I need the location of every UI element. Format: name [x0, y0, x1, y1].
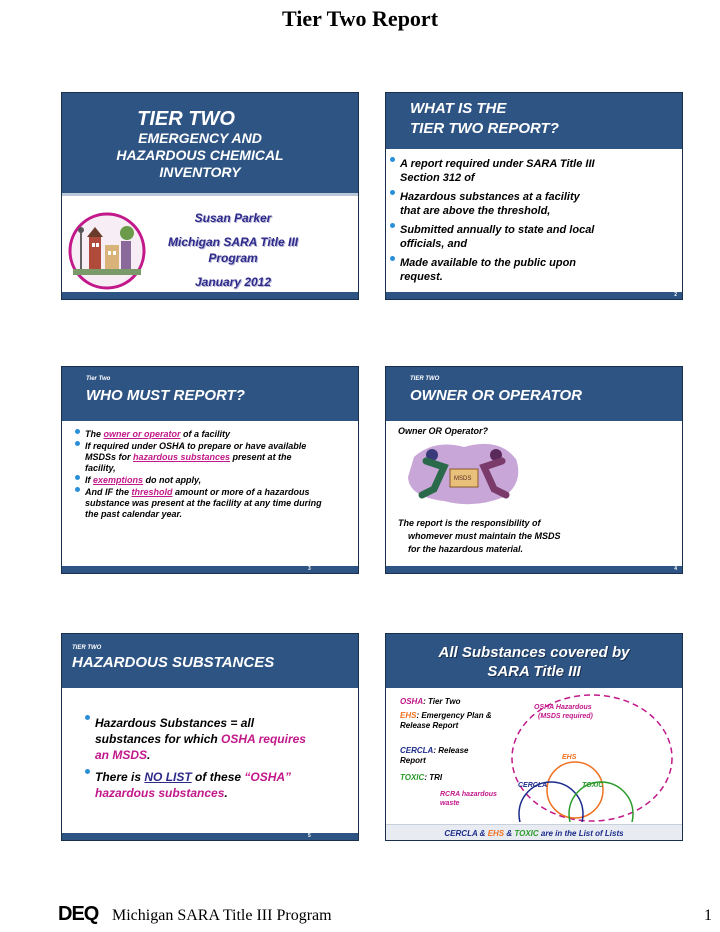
slide-1-author: Susan Parker	[194, 211, 272, 225]
slide-1-subtitle-2: HAZARDOUS CHEMICAL	[116, 147, 284, 163]
slide-2-bullet-4: Made available to the public upon request.	[389, 256, 679, 284]
slide-6-title-1: All Substances covered by	[438, 644, 630, 661]
slide-6	[385, 633, 683, 841]
slide-3	[61, 366, 359, 574]
slide-5-bullet-1: Hazardous Substances = all substances for which OSHA requires an MSDS.	[84, 715, 314, 763]
slide-2	[385, 92, 683, 300]
page-number: 1	[704, 907, 712, 924]
slide-1-subtitle-3: INVENTORY	[159, 164, 241, 180]
deq-logo: DEQ	[58, 903, 99, 925]
slide-5-number: 5	[308, 833, 311, 839]
footer-program-name: Michigan SARA Title III Program	[112, 907, 332, 924]
slide-4-para-2: whomever must maintain the MSDS	[408, 531, 561, 541]
slide-2-bullet-3: Submitted annually to state and local officials, and	[389, 223, 679, 251]
slide-3-bullet-4: And IF the threshold amount or more of a hazardous substance was present at the facility at any time during the past calendar year.	[74, 487, 324, 520]
ehs-circle	[547, 762, 603, 818]
venn-toxic-label: TOXIC	[582, 782, 604, 789]
slide-2-bottom-bar	[386, 292, 682, 299]
slide-5-bottom-bar	[62, 833, 358, 840]
slide-3-bullet-1: The owner or operator of a facility	[74, 429, 324, 440]
slide-4-title: OWNER OR OPERATOR	[410, 387, 582, 404]
slide-1-program-2: Program	[208, 251, 258, 265]
slide-6-list-of-lists: CERCLA & EHS & TOXIC are in the List of Lists	[444, 829, 624, 838]
no-list-label: NO LIST	[144, 770, 192, 784]
page-title: Tier Two Report	[281, 6, 439, 31]
slide-3-bullet-list	[74, 429, 324, 520]
hazardous-substances-link[interactable]: hazardous substances	[133, 452, 231, 462]
slide-4-para-3: for the hazardous material.	[408, 544, 524, 554]
slide-5-bullet-list	[84, 715, 314, 801]
slide-3-tag: Tier Two	[86, 376, 111, 382]
slide-1-subtitle-1: EMERGENCY AND	[138, 130, 262, 146]
slide-6-toxic-line: TOXIC: TRI	[400, 773, 443, 782]
slide-1	[61, 92, 359, 300]
slide-1-title: TIER TWO	[137, 108, 235, 130]
slide-4-para-1: The report is the responsibility of	[398, 518, 541, 528]
slide-6-ehs-line: EHS: Emergency Plan & Release Report	[400, 711, 492, 730]
slide-6-cercla-line: CERCLA: Release Report	[400, 746, 469, 765]
slide-4-bottom-bar	[386, 566, 682, 573]
slide-1-bottom-bar	[62, 292, 358, 299]
rcra-label-1: RCRA hazardous	[440, 791, 497, 798]
venn-cercla-label: CERCLA	[518, 782, 548, 789]
slide-1-date: January 2012	[194, 275, 272, 289]
slide-4-number: 4	[674, 566, 677, 572]
slide-4-tag: TIER TWO	[410, 376, 440, 382]
slide-5-title: HAZARDOUS SUBSTANCES	[72, 654, 275, 671]
rcra-label-2: waste	[440, 800, 460, 807]
tug-of-war-illustration-icon	[404, 437, 524, 507]
slide-3-number: 3	[308, 566, 311, 572]
osha-hazardous-label-1: OSHA Hazardous	[534, 704, 592, 711]
venn-ehs-label: EHS	[562, 754, 577, 761]
slide-4-question: Owner OR Operator?	[398, 426, 489, 436]
slide-5-bullet-2: There is NO LIST of these “OSHA” hazardous substances.	[84, 769, 314, 801]
slide-2-bullet-2: Hazardous substances at a facility that are above the threshold,	[389, 190, 679, 218]
slide-5-tag: TIER TWO	[72, 645, 102, 651]
slide-3-title: WHO MUST REPORT?	[86, 387, 245, 404]
exemptions-link[interactable]: exemptions	[93, 475, 144, 485]
slide-2-number: 2	[674, 292, 677, 298]
threshold-link[interactable]: threshold	[131, 487, 173, 497]
slide-3-bullet-3: If exemptions do not apply,	[74, 475, 324, 486]
slide-3-bullet-2: If required under OSHA to prepare or have available MSDSs for hazardous substances present at the facility,	[74, 441, 324, 474]
slide-6-osha-line: OSHA: Tier Two	[400, 697, 461, 706]
owner-operator-link[interactable]: owner or operator	[103, 429, 181, 439]
slide-2-title-1: WHAT IS THE	[410, 100, 507, 117]
slide-2-bullet-list	[389, 157, 679, 284]
slide-4	[385, 366, 683, 574]
slide-2-bullet-1: A report required under SARA Title III Section 312 of	[389, 157, 679, 185]
slide-1-program-1: Michigan SARA Title III	[167, 235, 298, 249]
osha-hazardous-label-2: (MSDS required)	[538, 713, 593, 720]
slide-4-msds-label: MSDS	[454, 476, 472, 482]
slide-6-title-2: SARA Title III	[487, 663, 581, 680]
slide-3-bottom-bar	[62, 566, 358, 573]
slide-5	[61, 633, 359, 841]
town-illustration-icon	[67, 211, 147, 291]
slide-2-title-2: TIER TWO REPORT?	[410, 120, 559, 137]
